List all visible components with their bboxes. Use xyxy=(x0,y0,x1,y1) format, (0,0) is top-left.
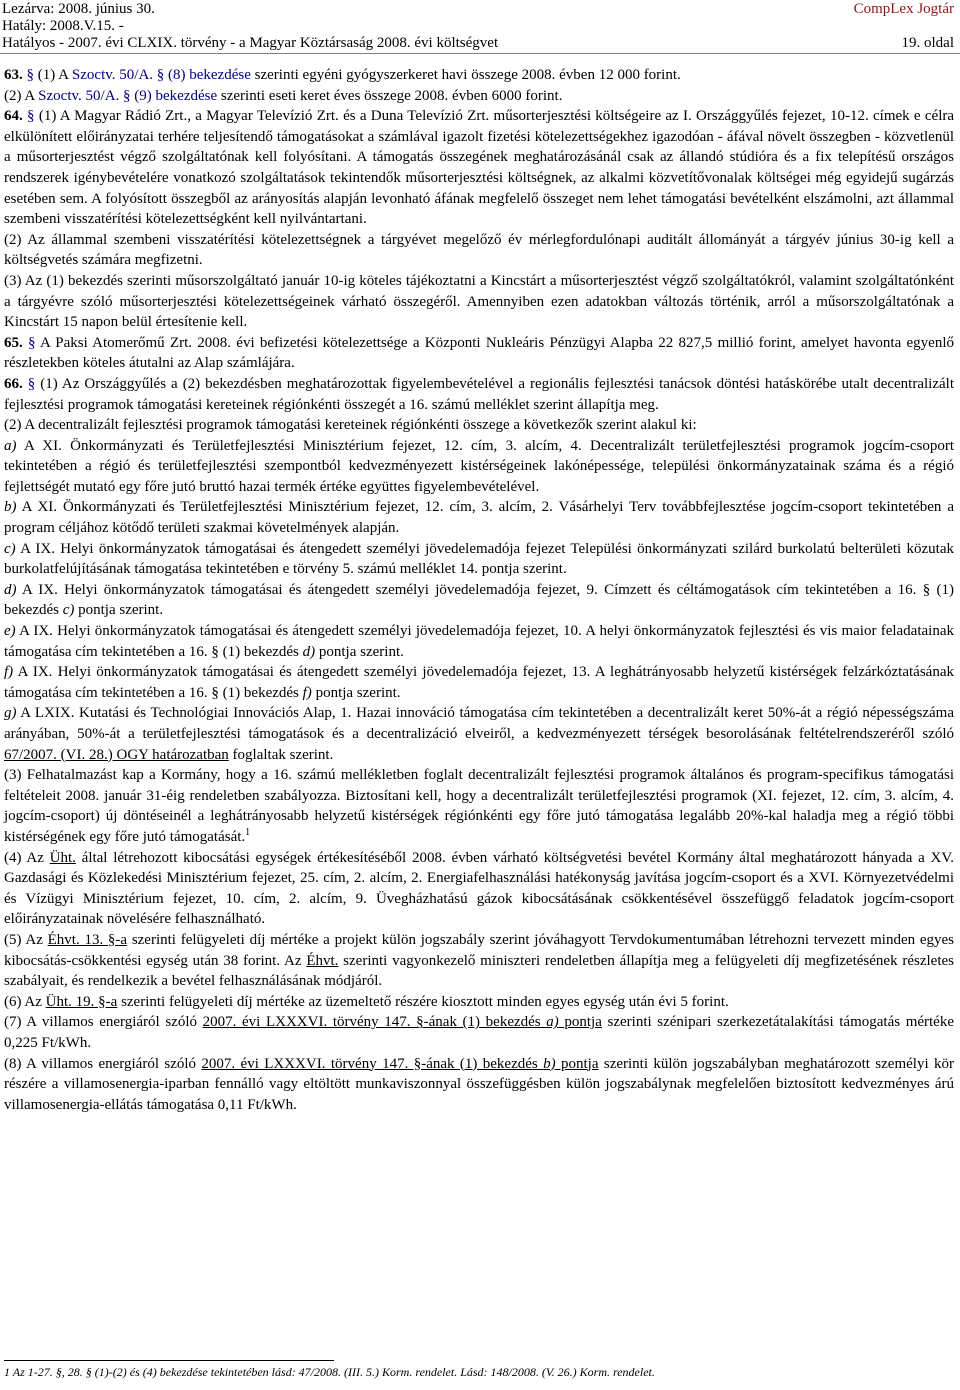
paragraph: (3) Az (1) bekezdés szerinti műsorszolgáltató január 10-ig köteles tájékoztatni a Kincstárt a műsorterjesztést végző szolgáltatókról, valamint szolgáltatónként a tárgyévre szóló műsorterjesztési kötelezettségeinek várható összegéről. Amennyiben ezen adatokban változás történik, arról a műsorszolgáltatónak a Kincstárt 15 napon belül értesítenie kell. xyxy=(4,272,954,331)
paragraph: 63. § (1) A Szoctv. 50/A. § (8) bekezdése szerinti egyéni gyógyszerkeret havi összege 2008. évben 12 000 forint. xyxy=(4,67,681,83)
paragraph: (4) Az Üht. által létrehozott kibocsátási egységek értékesítéséből 2008. évben várható költségvetési bevétel Kormány által meghatározott hányada a XV. Gazdasági és Közlekedési Minisztérium fejezet, 25. cím, 2. alcím, 2. Energiafelhasználási hatékonyság javítása jogcím-csoport és a XVI. Környezetvédelmi és Vízügyi Minisztérium fejezet, 10. cím, 2. alcím, 9. Üvegházhatású gázok kibocsátásának csökkentésével összefüggő feladatok jogcím-csoport előirányzatainak növelésére felhasználható. xyxy=(4,849,954,928)
effective-state: Hatály: 2008.V.15. - xyxy=(2,18,124,34)
footnote: 1 Az 1-27. §, 28. § (1)-(2) és (4) bekezdése tekintetében lásd: 47/2008. (III. 5.) Korm. rendelet. Lásd: 148/2008. (V. 26.) Korm. rendelet. xyxy=(4,1365,655,1379)
law-title: Hatályos - 2007. évi CLXIX. törvény - a Magyar Köztársaság 2008. évi költségvet xyxy=(2,35,499,51)
paragraph: a) A XI. Önkormányzati és Területfejlesztési Minisztérium fejezet, 12. cím, 3. alcím, 4. Decentralizált területfejlesztési programok jogcím-csoport tekintetében a régió és területfejlesztési szempontból kedvezményezett kistérségeinek lakónépessége, települési önkormányzatainak száma és a régió fejlettségét mutató egy főre jutó bruttó hazai termék értéke együttes figyelembevételével. xyxy=(4,437,954,495)
page-number: 19. oldal xyxy=(901,35,954,51)
paragraph: d) A IX. Helyi önkormányzatok támogatásai és átengedett személyi jövedelemadója fejezet, 9. Címzett és céltámogatások cím tekintetében a 16. § (1) bekezdés c) pontja szerint. xyxy=(4,581,954,619)
paragraph: (2) A Szoctv. 50/A. § (9) bekezdése szerinti eseti keret éves összege 2008. évben 6000 forint. xyxy=(4,87,563,104)
paragraph: (7) A villamos energiáról szóló 2007. évi LXXXVI. törvény 147. §-ának (1) bekezdés a) pontja szerinti szénipari szerkezetátalakítási támogatás mértéke 0,225 Ft/kWh. xyxy=(4,1014,954,1051)
paragraph: (3) Felhatalmazást kap a Kormány, hogy a 16. számú mellékletben foglalt decentralizált fejlesztési programok általános és program-specifikus támogatási feltételeit 2008. január 31-éig rendeletben szabályozza. Biztosítani kell, hogy a decentralizált területfejlesztési programok (XI. fejezet, 12. cím, 3. alcím, 4. jogcím-csoport) új döntéseinél a leghátrányosabb helyzetű kistérségek régiónkénti egy főre jutó támogatása legalább 20%-kal haladja meg a régió többi kistérségének egy főre jutó támogatását.$^1$ xyxy=(4,767,954,845)
paragraph: (2) A decentralizált fejlesztési programok támogatási kereteinek régiónkénti összege a következők szerint alakul ki: xyxy=(4,417,697,434)
paragraph: f) A IX. Helyi önkormányzatok támogatásai és átengedett személyi jövedelemadója fejezet, 13. A leghátrányosabb helyzetű kistérségek felzárkóztatásának támogatása cím tekintetében a 16. § (1) bekezdés f) pontja szerint. xyxy=(4,664,954,701)
closed-date: Lezárva: 2008. június 30. xyxy=(2,1,155,17)
paragraph: (6) Az Üht. 19. §-a szerinti felügyeleti díj mértéke az üzemeltető részére kiosztott minden egyes egység után évi 5 forint. xyxy=(4,993,729,1010)
paragraph: 65. § A Paksi Atomerőmű Zrt. 2008. évi befizetési kötelezettsége a Központi Nukleáris Pénzügyi Alapba 22 827,5 millió forint, amelyet havonta egyenlő részletekben köteles átutalni az Alap számlájára. xyxy=(4,334,955,372)
paragraph: 66. § (1) Az Országgyűlés a (2) bekezdésben meghatározottak figyelembevételével a regionális fejlesztési tanácsok döntési hatáskörébe utalt decentralizált fejlesztési programok támogatási kereteinek régiónkénti összegét a 16. számú melléklet szerint állapítja meg. xyxy=(4,375,954,413)
document-header xyxy=(0,0,960,54)
paragraph: (5) Az Éhvt. 13. §-a szerinti felügyeleti díj mértéke a projekt külön jogszabály szerint jóváhagyott Tervdokumentumában létrehozni tervezett minden egyes kibocsátás-csökkentési egység után 38 forint. Az Éhvt. szerinti vagyonkezelő miniszteri rendeletben állapítja meg a felügyeleti díj megfizetésének részletes szabályait, és rendelkezik a bevétel felhasználásának módjáról. xyxy=(4,931,954,990)
paragraph: 64. § (1) A Magyar Rádió Zrt., a Magyar Televízió Zrt. és a Duna Televízió Zrt. műsorterjesztési költségeire az I. Országgyűlés fejezet, 10-12. címek e célra elkülönített előirányzatai terhére teljesítendő támogatásokat a számlával igazolt fizetési kötelezettségekhez igazodóan - áfával növelt összegben - közvetlenül a műsorterjesztést végző szolgáltatónak kell folyósítani. A támogatás összegének meghatározásánál csak az állandó stúdióra és a fix telepítésű országos rendszerek igénybevételére vonatkozó szolgáltatások tekintendők műsorterjesztési költségnek, az alkalmi közvetítővonalak költségei még egyidejű sugárzás esetében sem. A folyósított összegből az arányosítás alapján levonható áfának megfelelő összeget nem lehet támogatási bevételként elszámolni, azt állammal szembeni visszatérítési kötelezettségként kell nyilvántartani. xyxy=(4,108,955,228)
header-divider xyxy=(0,53,960,54)
paragraph: (2) Az állammal szembeni visszatérítési kötelezettségnek a tárgyévet megelőző év mérlegfordulónapi auditált állományát a tárgyév június 30-ig kell a költségvetés számára megfizetni. xyxy=(4,231,954,269)
document-body xyxy=(4,65,954,1115)
paragraph: g) A LXIX. Kutatási és Technológiai Innovációs Alap, 1. Hazai innováció támogatása cím tekintetében a decentralizált keret 50%-át a régió népességszáma arányában, 50%-át a területfejlesztési támogatások és a decentralizáció elveiről, a kedvezményezett térségek besorolásának feltételrendszeréről szóló 67/2007. (VI. 28.) OGY határozatban foglaltak szerint. xyxy=(4,705,954,763)
paragraph: (8) A villamos energiáról szóló 2007. évi LXXXVI. törvény 147. §-ának (1) bekezdés b) pontja szerinti külön jogszabályban meghatározott személyi kör részére a villamosenergia-iparban fennálló vagy eltöltött munkaviszonnyal összefüggésben külön jogszabálynak megfelelően biztosított kedvezményes árú villamosenergia-ellátás támogatása 0,11 Ft/kWh. xyxy=(4,1055,954,1113)
footnote-divider xyxy=(4,1360,334,1361)
paragraph: b) A XI. Önkormányzati és Területfejlesztési Minisztérium fejezet, 12. cím, 3. alcím, 2. Vásárhelyi Terv továbbfejlesztése jogcím-csoport tekintetében a program céljához kötődő területi szakmai követelmények alapján. xyxy=(4,499,954,537)
brand-name: CompLex Jogtár xyxy=(853,1,954,17)
paragraph: c) A IX. Helyi önkormányzatok támogatásai és átengedett személyi jövedelemadója fejezet Települési önkormányzati szilárd burkolatú belterületi közutak burkolatfelújításának támogatása tekintetében e törvény 5. számú melléklet 14. pontja szerint. xyxy=(4,540,954,578)
paragraph: e) A IX. Helyi önkormányzatok támogatásai és átengedett személyi jövedelemadója fejezet, 10. A helyi önkormányzatok fejlesztési és vis maior feladatainak támogatása cím tekintetében a 16. § (1) bekezdés d) pontja szerint. xyxy=(4,623,954,660)
